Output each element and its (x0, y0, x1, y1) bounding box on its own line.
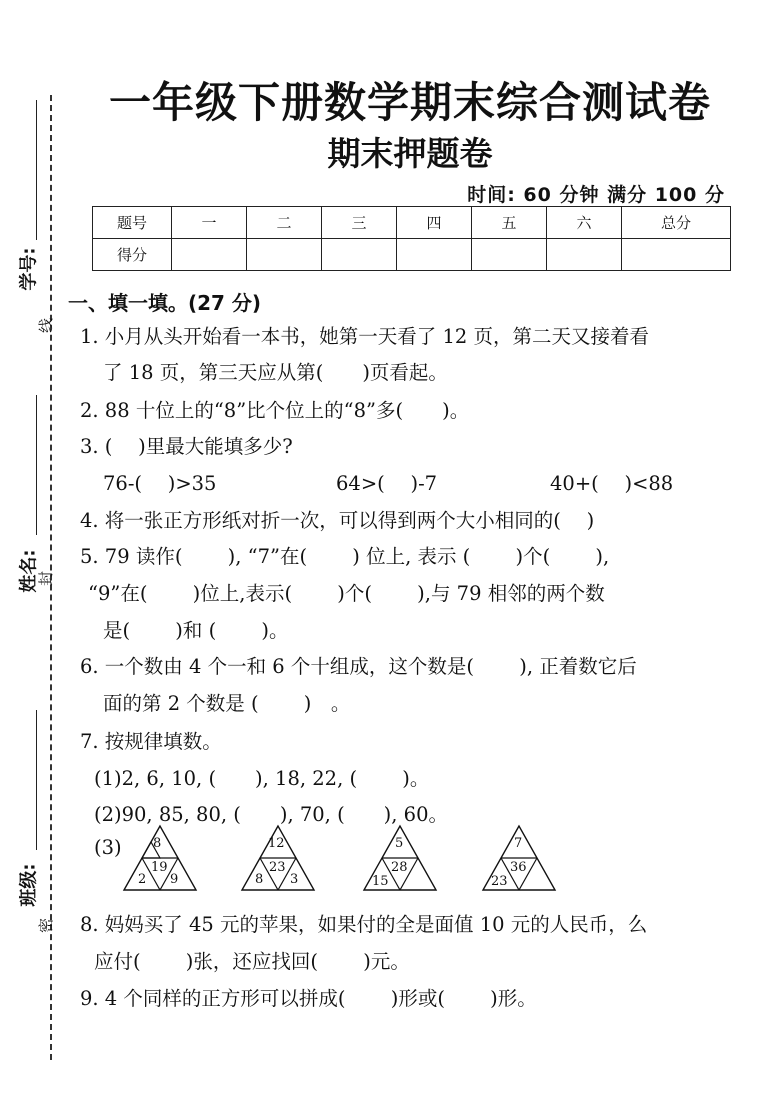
triangle-top-number: 8 (153, 836, 162, 851)
student-id-label: 学号: (18, 247, 40, 291)
class-label: 班级: (18, 863, 40, 907)
score-table-cell: 二 (247, 207, 322, 239)
page-subtitle: 期末押题卷 (327, 134, 493, 173)
seal-line-word: 线 (37, 317, 56, 334)
question-line: 9. 4 个同样的正方形可以拼成( )形或( )形。 (80, 987, 537, 1010)
score-input-cell[interactable] (547, 239, 622, 271)
question-line: 4. 将一张正方形纸对折一次，可以得到两个大小相同的( ) (80, 509, 595, 532)
question-line: 8. 妈妈买了 45 元的苹果，如果付的全是面值 10 元的人民币，么 (80, 913, 648, 936)
time-info: 时间: 60 分钟 满分 100 分 (467, 184, 725, 206)
triangle-center-number: 23 (269, 860, 286, 875)
score-table-score-row (93, 239, 731, 271)
score-table-cell: 三 (322, 207, 397, 239)
question-line: 3. ( )里最大能填多少? (80, 435, 293, 458)
triangle-left-number: 15 (372, 874, 389, 889)
triangle-left-number: 23 (491, 874, 508, 889)
score-table-cell: 六 (547, 207, 622, 239)
question-line: 面的第 2 个数是 ( ) 。 (103, 692, 351, 715)
question-line: 5. 79 读作( ), “7”在( ) 位上, 表示 ( )个( ), (80, 545, 610, 568)
triangle-top-number: 7 (514, 836, 523, 851)
question-line: 了 18 页，第三天应从第( )页看起。 (103, 361, 448, 384)
page-title: 一年级下册数学期末综合测试卷 (108, 78, 711, 127)
triangle-center-number: 28 (391, 860, 408, 875)
score-input-cell[interactable] (247, 239, 322, 271)
triangle-left-number: 8 (255, 872, 264, 887)
name-label: 姓名: (18, 549, 40, 593)
question-line: 6. 一个数由 4 个一和 6 个十组成，这个数是( ), 正着数它后 (80, 655, 637, 678)
score-table (92, 206, 731, 271)
score-table-cell: 题号 (93, 207, 172, 239)
number-triangle (483, 826, 555, 890)
score-table-cell: 得分 (93, 239, 172, 271)
triangle-center-number: 19 (151, 860, 168, 875)
score-input-cell[interactable] (172, 239, 247, 271)
number-triangle (364, 826, 436, 890)
triangle-right-number: 9 (170, 872, 179, 887)
question-line: 1. 小月从头开始看一本书，她第一天看了 12 页，第二天又接着看 (80, 325, 650, 348)
seal-word: 封 (37, 570, 56, 587)
inequality-item: 64>( )-7 (336, 472, 438, 495)
triangle-left-number: 2 (138, 872, 147, 887)
triangle-top-number: 12 (268, 836, 285, 851)
score-input-cell[interactable] (397, 239, 472, 271)
triangle-top-number: 5 (395, 836, 404, 851)
number-triangle (242, 826, 314, 890)
question-line: 7. 按规律填数。 (80, 730, 222, 753)
score-table-header-row (93, 207, 731, 239)
triangle-right-number: 3 (290, 872, 299, 887)
question-line: 2. 88 十位上的“8”比个位上的“8”多( )。 (80, 399, 470, 422)
question-line: 应付( )张，还应找回( )元。 (94, 950, 410, 973)
pattern-line: (1)2, 6, 10, ( ), 18, 22, ( )。 (94, 767, 430, 790)
name-rule (36, 395, 37, 535)
pattern-label: (3) (94, 836, 122, 859)
secret-word: 密 (37, 917, 56, 934)
score-table-cell: 五 (472, 207, 547, 239)
question-line: 是( )和 ( )。 (103, 619, 289, 642)
student-id-rule (36, 100, 37, 240)
score-input-cell[interactable] (622, 239, 731, 271)
inequality-item: 76-( )>35 (103, 472, 217, 495)
score-input-cell[interactable] (472, 239, 547, 271)
score-table-cell: 四 (397, 207, 472, 239)
inequality-item: 40+( )<88 (550, 472, 674, 495)
score-input-cell[interactable] (322, 239, 397, 271)
triangle-center-number: 36 (510, 860, 527, 875)
score-table-cell: 一 (172, 207, 247, 239)
score-table-cell: 总分 (622, 207, 731, 239)
class-rule (36, 710, 37, 850)
pattern-line: (2)90, 85, 80, ( ), 70, ( ), 60。 (94, 803, 448, 826)
question-line: “9”在( )位上,表示( )个( ),与 79 相邻的两个数 (88, 582, 605, 605)
number-triangle (124, 826, 196, 890)
section-heading: 一、填一填。(27 分) (68, 291, 262, 315)
